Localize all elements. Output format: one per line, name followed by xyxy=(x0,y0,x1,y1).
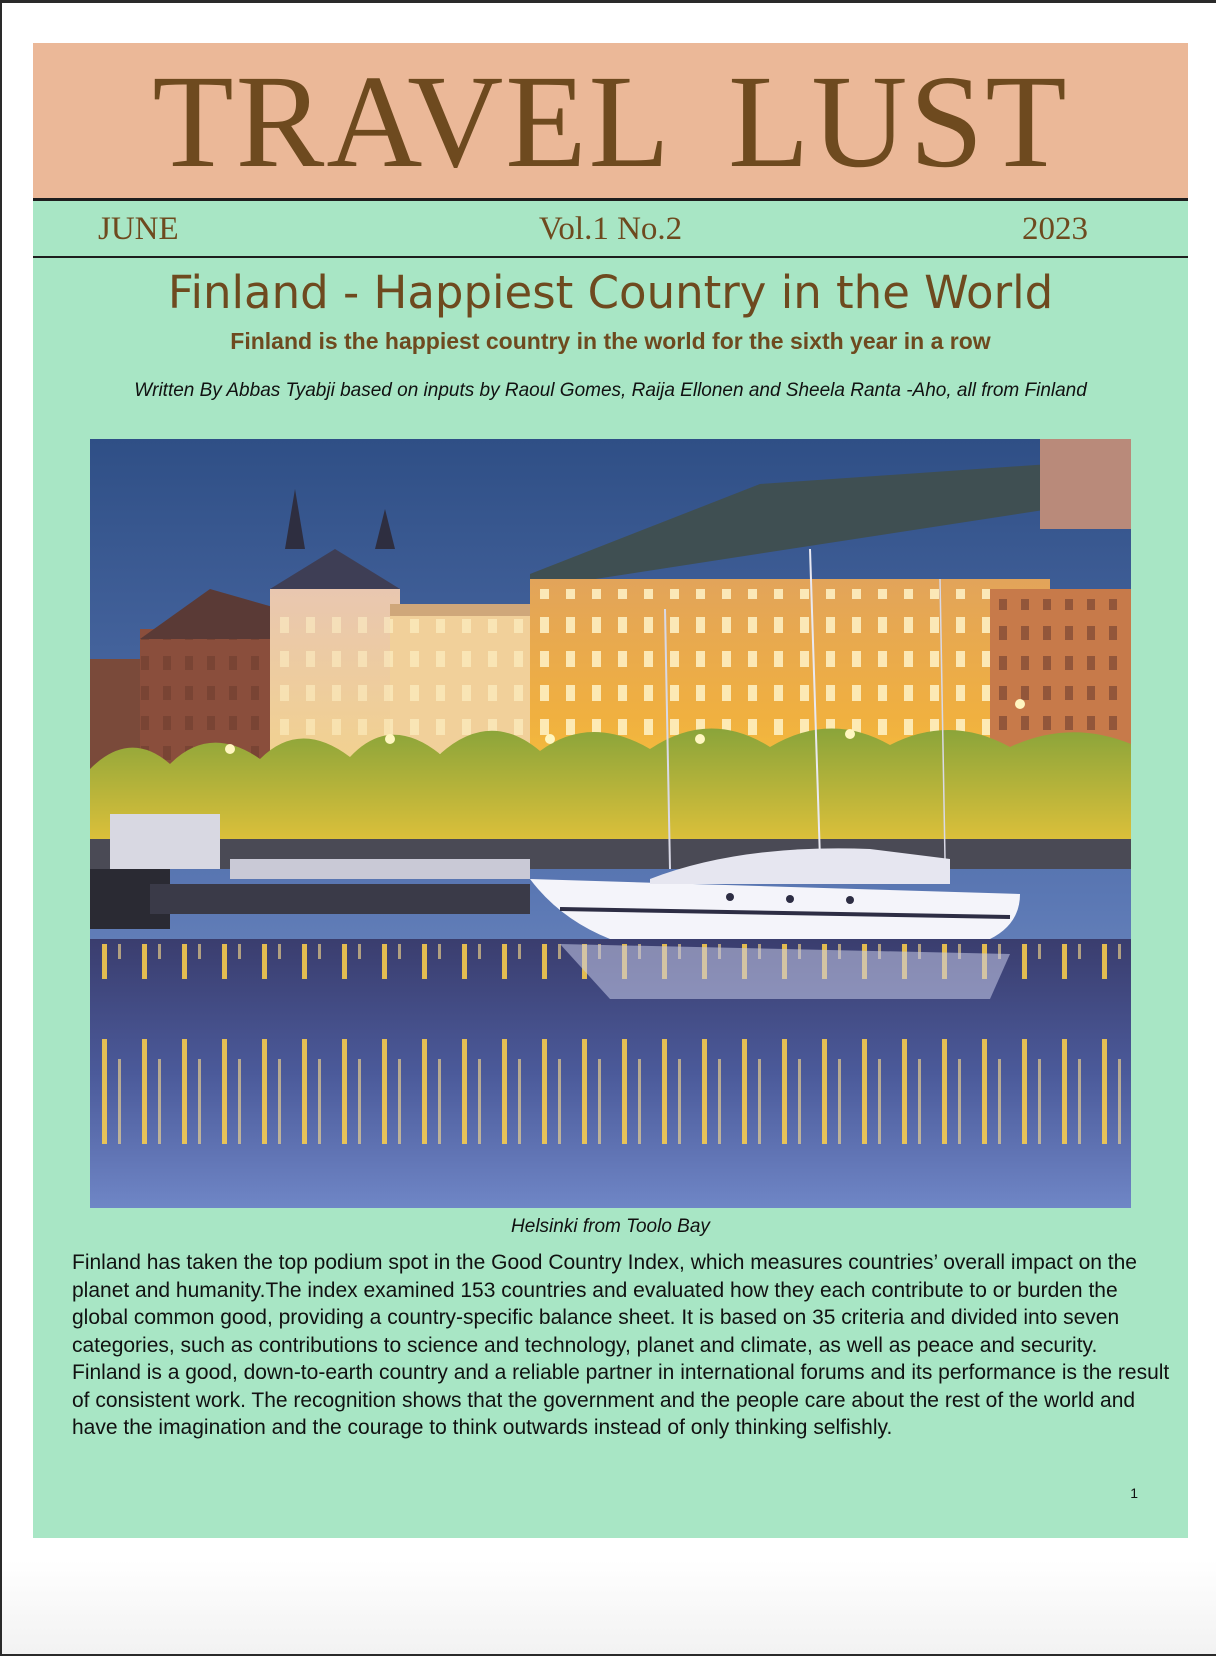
article-byline: Written By Abbas Tyabji based on inputs by Raoul Gomes, Raija Ellonen and Sheela Ranta -Aho, all from Finland xyxy=(134,380,1087,401)
page-number: 1 xyxy=(1130,1485,1138,1501)
issue-info-bar xyxy=(33,201,1188,258)
magazine-title: TRAVEL LUST xyxy=(152,47,1069,195)
issue-month: JUNE xyxy=(98,211,179,247)
issue-volume: Vol.1 No.2 xyxy=(538,211,683,247)
article-body: Finland has taken the top podium spot in the Good Country Index, which measures countries’ overall impact on the planet and humanity.The index examined 153 countries and evaluated how they each contribute to or burden the global common good, providing a country-specific balance sheet. It is based on 35 criteria and divided into seven categories, such as contributions to science and technology, planet and climate, as well as peace and security. Finland is a good, down-to-earth country and a reliable partner in international forums and its performance is the result of consistent work. The recognition shows that the government and the people care about the rest of the world and have the imagination and the courage to think outwards instead of only thinking selfishly. xyxy=(72,1251,1170,1439)
issue-year: 2023 xyxy=(1022,211,1088,247)
magazine-page xyxy=(33,43,1188,1538)
viewer-background xyxy=(2,1560,1216,1654)
article-subheadline: Finland is the happiest country in the world for the sixth year in a row xyxy=(230,328,991,354)
helsinki-harbor-photo xyxy=(90,439,1131,1208)
masthead xyxy=(33,43,1188,201)
article-headline: Finland - Happiest Country in the World xyxy=(167,266,1054,319)
photo-caption: Helsinki from Toolo Bay xyxy=(511,1216,710,1237)
